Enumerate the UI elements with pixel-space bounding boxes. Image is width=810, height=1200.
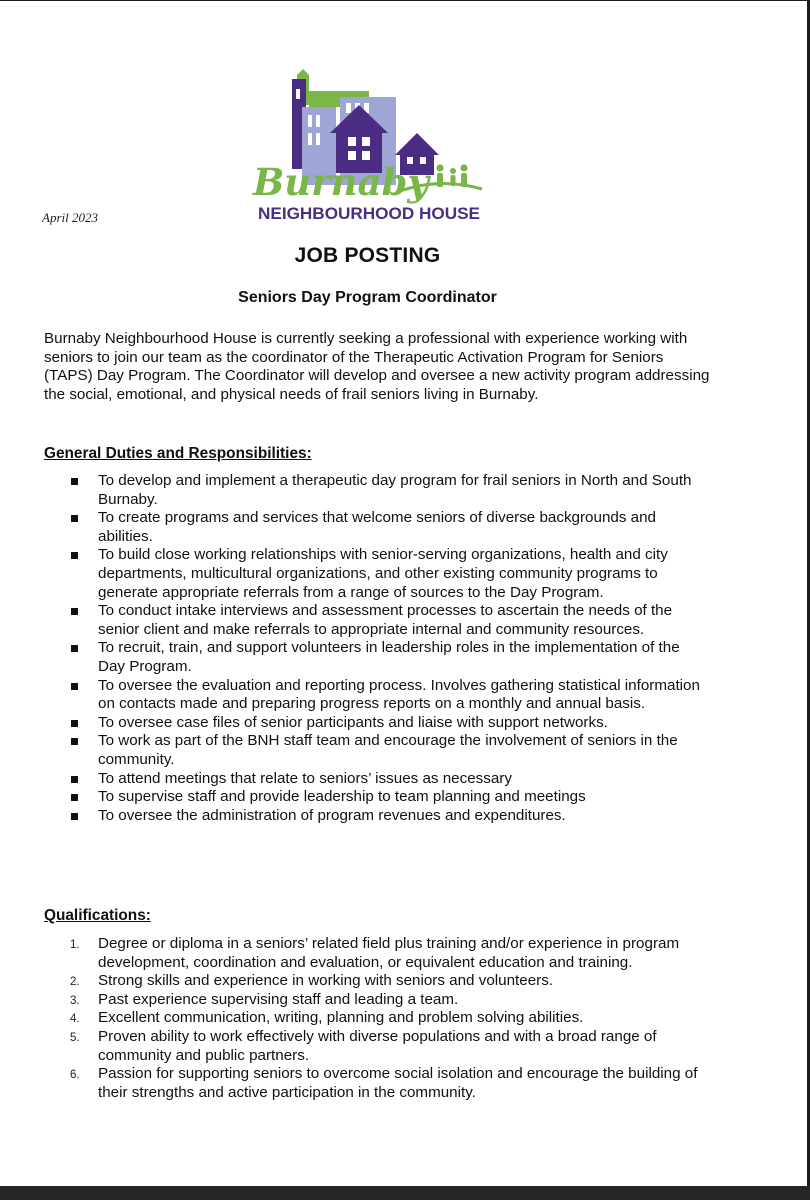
qualification-text: Strong skills and experience in working with seniors and volunteers. (98, 972, 554, 990)
duties-heading: General Duties and Responsibilities: (44, 445, 312, 462)
qualifications-list (44, 935, 704, 1102)
duty-text: To build close working relationships with senior-serving organizations, health and city departments, multicultural organizations, and other existing community programs to generate appropriate referrals from a range of sources to the Day Program. (98, 546, 668, 601)
bullet-icon (71, 515, 78, 522)
duty-item (44, 770, 704, 789)
item-number: 4. (70, 1013, 80, 1026)
logo-wordmark: Burnaby (253, 160, 429, 204)
bullet-icon (71, 608, 78, 615)
item-number: 6. (70, 1069, 80, 1082)
page-title: JOB POSTING (294, 244, 441, 267)
bullet-icon (71, 478, 78, 485)
duty-item (44, 732, 704, 769)
qualification-item (44, 1028, 704, 1065)
qualification-item (44, 1009, 704, 1028)
duty-text: To create programs and services that welcome seniors of diverse backgrounds and abilities. (98, 509, 656, 545)
duty-text: To conduct intake interviews and assessment processes to ascertain the needs of the senior client and make referrals to appropriate internal and community resources. (98, 602, 673, 638)
bullet-icon (71, 720, 78, 727)
qualification-item (44, 972, 704, 991)
qualification-item (44, 991, 704, 1010)
duty-item (44, 807, 704, 826)
logo-green-tower-roof (297, 69, 309, 75)
qualification-text: Past experience supervising staff and leading a team. (98, 990, 459, 1008)
logo-tagline: NEIGHBOURHOOD HOUSE (258, 205, 481, 223)
duty-text: To oversee the evaluation and reporting process. Involves gathering statistical information on contacts made and preparing progress reports on a monthly and annual basis. (98, 676, 700, 713)
bullet-icon (71, 738, 78, 745)
bullet-icon (71, 794, 78, 801)
duty-item (44, 639, 704, 676)
qualification-text: Degree or diploma in a seniors’ related field plus training and/or experience in program development, coordination and evaluation, or equivalent education and training. (98, 935, 680, 971)
bullet-icon (71, 813, 78, 820)
bullet-icon (71, 645, 78, 652)
duty-item (44, 509, 704, 546)
duty-item (44, 788, 704, 807)
bullet-icon (71, 683, 78, 690)
qualification-item (44, 1065, 704, 1102)
duty-text: To recruit, train, and support volunteers in leadership roles in the implementation of the Day Program. (98, 639, 680, 675)
item-number: 1. (70, 939, 80, 951)
job-title: Seniors Day Program Coordinator (238, 289, 497, 306)
item-number: 5. (70, 1031, 80, 1044)
duty-text: To work as part of the BNH staff team and encourage the involvement of seniors in the community. (98, 732, 678, 768)
duty-text: To attend meetings that relate to seniors’ issues as necessary (98, 769, 512, 787)
duty-text: To develop and implement a therapeutic day program for frail seniors in North and South Burnaby. (98, 472, 692, 508)
screen-bottom-bar (0, 1186, 810, 1200)
duty-text: To supervise staff and provide leadership to team planning and meetings (98, 788, 586, 806)
burnaby-neighbourhood-house-logo (250, 69, 490, 229)
duty-text: To oversee case files of senior participants and liaise with support networks. (98, 713, 608, 731)
item-number: 2. (70, 976, 80, 989)
duty-item (44, 677, 704, 714)
duty-item (44, 546, 704, 602)
item-number: 3. (70, 994, 80, 1007)
qualification-item (44, 935, 704, 972)
posting-date: April 2023 (42, 210, 98, 225)
qualification-text: Excellent communication, writing, planning and problem solving abilities. (98, 1009, 584, 1027)
duties-list (44, 472, 704, 825)
bullet-icon (71, 552, 78, 559)
intro-paragraph: Burnaby Neighbourhood House is currently seeking a professional with experience working with seniors to join our team as the coordinator of the Therapeutic Activation Program for Seniors (TAPS) Day Program. The Coordinator will develop and oversee a new activity program addressing the social, emotional, and physical needs of frail seniors living in Burnaby. (44, 330, 710, 403)
bullet-icon (71, 776, 78, 783)
duty-item (44, 602, 704, 639)
duty-text: To oversee the administration of program revenues and expenditures. (98, 806, 566, 824)
qualification-text: Proven ability to work effectively with diverse populations and with a broad range of community and public partners. (98, 1027, 657, 1064)
duty-item (44, 714, 704, 733)
duty-item (44, 472, 704, 509)
qualifications-heading: Qualifications: (44, 907, 151, 924)
qualification-text: Passion for supporting seniors to overcome social isolation and encourage the building of their strengths and active participation in the community. (98, 1065, 698, 1101)
